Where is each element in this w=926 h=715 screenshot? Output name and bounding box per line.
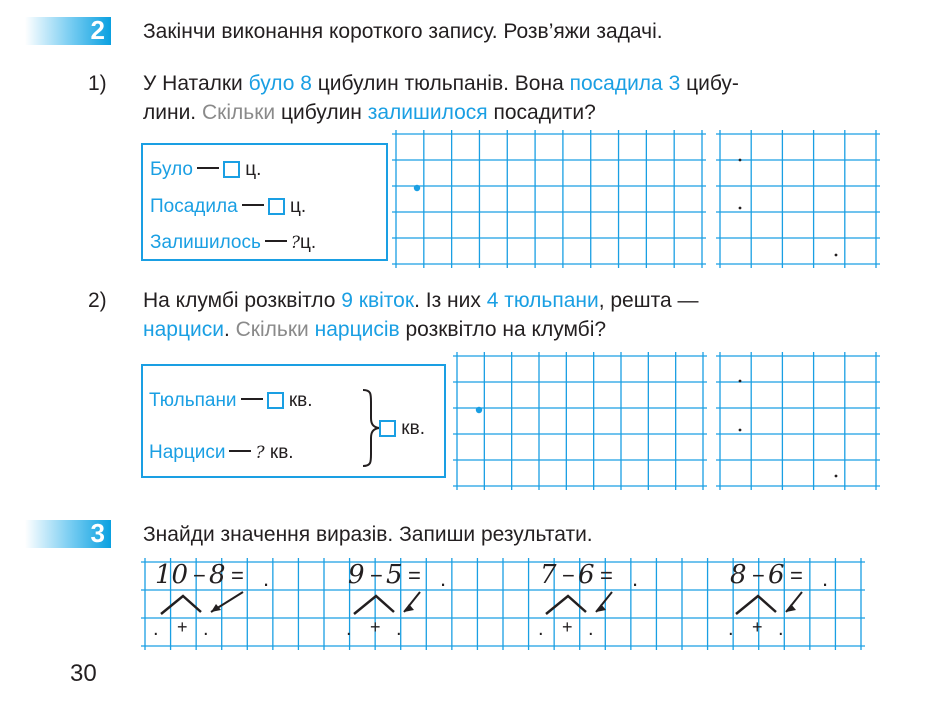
answer-dot: . bbox=[263, 566, 270, 591]
minuend: 10 bbox=[155, 560, 189, 590]
decomp-dot-left: . bbox=[728, 618, 734, 640]
task-2-instruction: Закінчи виконання короткого запису. Розв’яжи задачі. bbox=[143, 20, 663, 43]
note-unit: ц. bbox=[289, 196, 307, 217]
subtrahend: 6 bbox=[578, 560, 595, 590]
text-run: лини. bbox=[143, 101, 202, 124]
plus-sign: + bbox=[752, 617, 763, 637]
answer-dot: . bbox=[632, 566, 639, 591]
problem-1-label: 1) bbox=[88, 72, 107, 95]
answer-dot: . bbox=[440, 566, 447, 591]
text-run: цибу- bbox=[680, 72, 739, 95]
subtrahend: 8 bbox=[209, 560, 226, 590]
text-run: 9 квіток bbox=[341, 289, 415, 312]
decomp-dot-right: . bbox=[203, 618, 209, 640]
text-run: У Наталки bbox=[143, 72, 249, 95]
text-run: цибулин bbox=[275, 101, 368, 124]
question-mark: ? bbox=[255, 443, 265, 463]
text-run: . bbox=[223, 318, 236, 341]
decomp-dot-left: . bbox=[346, 618, 352, 640]
plus-sign: + bbox=[370, 617, 381, 637]
note-label-tulips: Тюльпани bbox=[149, 390, 237, 411]
minuend: 7 bbox=[540, 560, 557, 590]
note-label-zalyshylos: Залишилось bbox=[150, 232, 261, 253]
text-run: було 8 bbox=[248, 72, 312, 95]
minus-sign: − bbox=[370, 563, 383, 588]
text-run: На клумбі розквітло bbox=[143, 289, 342, 312]
equals-sign: = bbox=[231, 563, 244, 588]
question-mark: ? bbox=[290, 233, 300, 253]
equals-sign: = bbox=[600, 563, 613, 588]
task-3-instruction: Знайди значення виразів. Запиши результати. bbox=[143, 523, 593, 546]
text-run: . Із них bbox=[414, 289, 487, 312]
text-run: нарциси bbox=[143, 318, 224, 341]
page-number: 30 bbox=[70, 660, 97, 687]
plus-sign: + bbox=[177, 617, 188, 637]
equals-sign: = bbox=[790, 563, 803, 588]
subtrahend: 6 bbox=[768, 560, 785, 590]
minuend: 9 bbox=[348, 560, 365, 590]
text-run: цибулин тюльпанів. Вона bbox=[311, 72, 570, 95]
note-label-bulo: Було bbox=[150, 159, 194, 180]
note-label-posadyla: Посадила bbox=[150, 196, 238, 217]
task-2-number: 2 bbox=[90, 15, 105, 45]
plus-sign: + bbox=[562, 617, 573, 637]
decomp-dot-right: . bbox=[588, 618, 594, 640]
text-run: посадити? bbox=[487, 101, 596, 124]
note-unit: ц. bbox=[245, 159, 262, 180]
minus-sign: − bbox=[562, 563, 575, 588]
answer-dot: . bbox=[822, 566, 829, 591]
minus-sign: − bbox=[752, 563, 765, 588]
decomp-dot-left: . bbox=[153, 618, 159, 640]
note-unit: ц. bbox=[300, 232, 317, 253]
decomp-dot-right: . bbox=[778, 618, 784, 640]
note-label-narcissus: Нарциси bbox=[149, 442, 226, 463]
note-unit: кв. bbox=[288, 390, 313, 411]
task-3-number: 3 bbox=[90, 518, 105, 548]
minuend: 8 bbox=[730, 560, 747, 590]
text-run: 4 тюльпани bbox=[486, 289, 599, 312]
note-unit: кв. bbox=[269, 442, 294, 463]
text-run: , решта — bbox=[598, 289, 699, 312]
note-unit: кв. bbox=[401, 418, 425, 439]
decomp-dot-right: . bbox=[396, 618, 402, 640]
minus-sign: − bbox=[193, 563, 206, 588]
decomp-dot-left: . bbox=[538, 618, 544, 640]
text-run: Скільки bbox=[201, 101, 276, 124]
equals-sign: = bbox=[408, 563, 421, 588]
problem-2-label: 2) bbox=[88, 289, 107, 312]
text-run: Скільки bbox=[235, 318, 309, 341]
text-run: залишилося bbox=[367, 101, 488, 124]
subtrahend: 5 bbox=[386, 560, 403, 590]
text-run: розквітло на клумбі? bbox=[399, 318, 607, 341]
text-run: нарцисів bbox=[314, 318, 400, 341]
text-run: посадила 3 bbox=[569, 72, 681, 95]
